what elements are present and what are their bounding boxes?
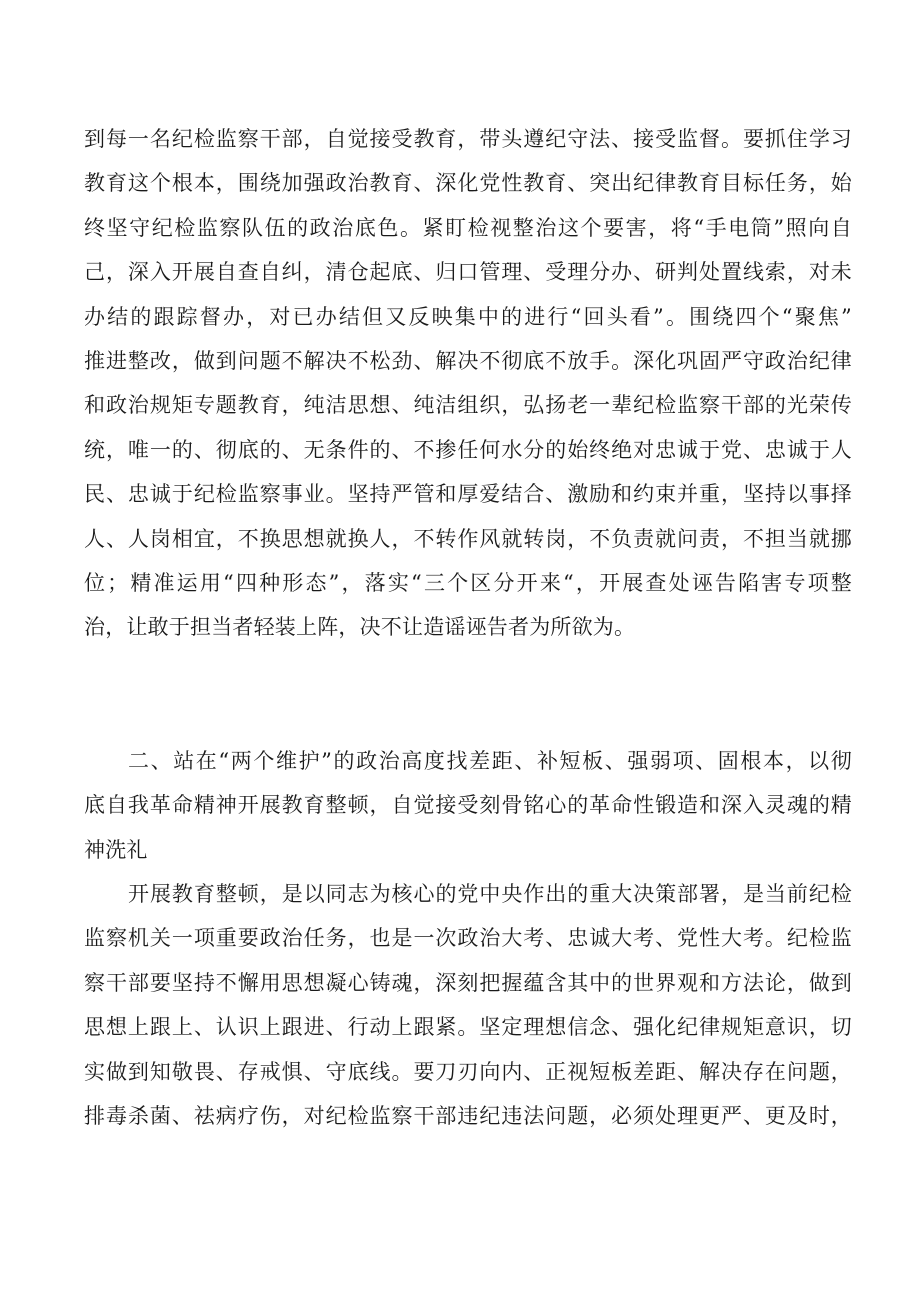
text-line: 终坚守纪检监察队伍的政治底色。紧盯检视整治这个要害，将“手电筒”照向自 [84,215,852,240]
text-line: 治，让敢于担当者轻装上阵，决不让造谣诬告者为所欲为。 [84,615,636,640]
text-line: 己，深入开展自查自纠，清仓起底、归口管理、受理分办、研判处置线索，对未 [84,260,852,285]
text-line: 统，唯一的、彻底的、无条件的、不掺任何水分的始终绝对忠诚于党、忠诚于人 [84,437,852,462]
paragraph-continuation [84,117,852,650]
text-line: 排毒杀菌、祛病疗伤，对纪检监察干部违纪违法问题，必须处理更严、更及时， [84,1103,852,1128]
text-line: 底自我革命精神开展教育整顿，自觉接受刻骨铭心的革命性锻造和深入灵魂的精 [84,793,852,818]
text-line: 位；精准运用“四种形态”，落实“三个区分开来“，开展查处诬告陷害专项整 [84,570,852,595]
text-line: 监察机关一项重要政治任务，也是一次政治大考、忠诚大考、党性大考。纪检监 [84,926,852,951]
text-line: 办结的跟踪督办，对已办结但又反映集中的进行“回头看”。围绕四个“聚焦” [84,304,852,329]
text-line: 实做到知敬畏、存戒惧、守底线。要刀刃向内、正视短板差距、解决存在问题， [84,1059,852,1084]
text-line: 开展教育整顿，是以同志为核心的党中央作出的重大决策部署，是当前纪检 [128,882,852,906]
text-line: 和政治规矩专题教育，纯洁思想、纯洁组织，弘扬老一辈纪检监察干部的光荣传 [84,393,852,418]
text-line: 思想上跟上、认识上跟进、行动上跟紧。坚定理想信念、强化纪律规矩意识，切 [84,1015,852,1040]
text-line: 察干部要坚持不懈用思想凝心铸魂，深刻把握蕴含其中的世界观和方法论，做到 [84,970,852,995]
text-line: 到每一名纪检监察干部，自觉接受教育，带头遵纪守法、接受监督。要抓住学习 [84,127,852,151]
section-heading-two [84,739,852,872]
text-line: 推进整改，做到问题不解决不松劲、解决不彻底不放手。深化巩固严守政治纪律 [84,348,852,373]
text-line: 教育这个根本，围绕加强政治教育、深化党性教育、突出纪律教育目标任务，始 [84,171,852,196]
paragraph-body [84,872,852,1138]
text-line: 民、忠诚于纪检监察事业。坚持严管和厚爱结合、激励和约束并重，坚持以事择 [84,482,852,507]
text-line: 神洗礼 [84,837,148,862]
text-line: 二、站在“两个维护”的政治高度找差距、补短板、强弱项、固根本，以彻 [128,749,852,773]
text-line: 人、人岗相宜，不换思想就换人，不转作风就转岗，不负责就问责，不担当就挪 [84,526,852,551]
